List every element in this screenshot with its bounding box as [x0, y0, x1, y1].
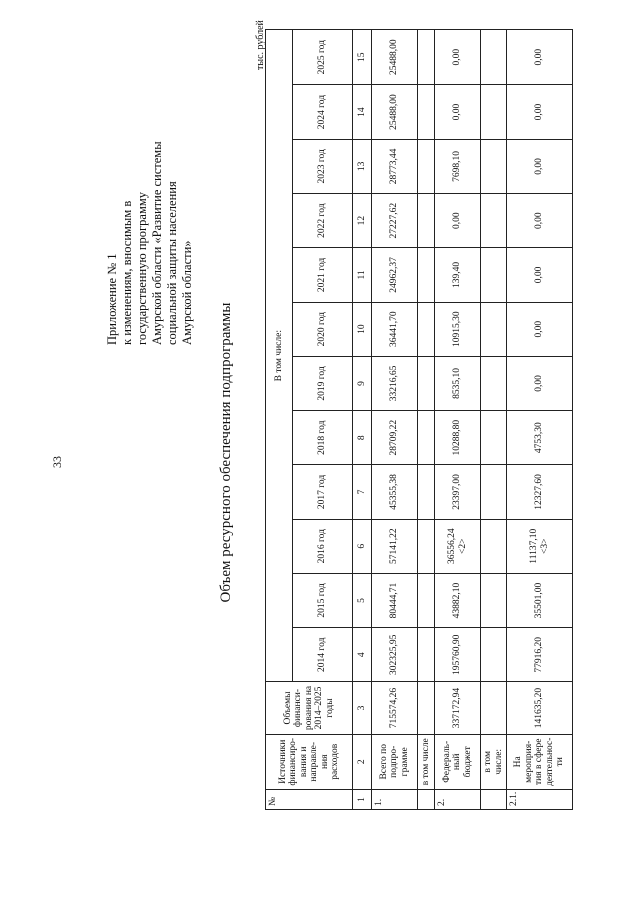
year-header: 2025 год — [293, 30, 353, 85]
row-number: 1. — [372, 789, 418, 809]
table-cell — [418, 411, 435, 465]
col-number: 5 — [353, 573, 372, 627]
row-label: Всего по подпро-грамме — [372, 734, 418, 789]
table-cell: 28773,44 — [372, 139, 418, 193]
table-cell: 0,00 — [507, 139, 573, 193]
table-row — [418, 30, 435, 810]
table-cell: 715574,26 — [372, 682, 418, 734]
header-num: № — [266, 789, 353, 809]
table-cell: 8535,10 — [435, 356, 481, 410]
table-cell — [418, 194, 435, 248]
table-cell: 33216,65 — [372, 356, 418, 410]
table-cell: 0,00 — [507, 302, 573, 356]
table-cell — [481, 194, 507, 248]
table-cell — [481, 85, 507, 139]
col-number: 11 — [353, 248, 372, 302]
table-cell: 0,00 — [507, 248, 573, 302]
table-cell: 0,00 — [507, 356, 573, 410]
col-number: 15 — [353, 30, 372, 85]
table-cell: 337172,94 — [435, 682, 481, 734]
table-cell — [418, 85, 435, 139]
year-header: 2017 год — [293, 465, 353, 519]
table-cell: 139,40 — [435, 248, 481, 302]
table-cell: 0,00 — [507, 194, 573, 248]
appendix-line: социальной защиты населения — [165, 181, 179, 345]
table-cell: 28709,22 — [372, 411, 418, 465]
year-header: 2018 год — [293, 411, 353, 465]
col-number: 3 — [353, 682, 372, 734]
col-number: 2 — [353, 734, 372, 789]
col-number: 1 — [353, 789, 372, 809]
year-header: 2015 год — [293, 573, 353, 627]
table-row — [435, 30, 481, 810]
table-cell: 24962,37 — [372, 248, 418, 302]
table-cell: 11137,10 <3> — [507, 519, 573, 573]
table-cell — [418, 628, 435, 682]
table-cell: 80444,71 — [372, 573, 418, 627]
table-header-row — [266, 30, 293, 810]
row-label: в том числе: — [481, 734, 507, 789]
table-row — [507, 30, 573, 810]
year-header: 2014 год — [293, 628, 353, 682]
table-cell: 57141,22 — [372, 519, 418, 573]
table-cell — [418, 573, 435, 627]
table-cell — [481, 248, 507, 302]
table-cell — [418, 302, 435, 356]
table-cell — [418, 465, 435, 519]
table-cell — [481, 682, 507, 734]
unit-label: тыс. рублей — [255, 20, 266, 70]
table-cell — [418, 248, 435, 302]
table-cell: 25488,00 — [372, 85, 418, 139]
year-header: 2021 год — [293, 248, 353, 302]
table-cell — [481, 519, 507, 573]
table-cell — [418, 356, 435, 410]
page-number: 33 — [50, 456, 64, 468]
year-header: 2016 год — [293, 519, 353, 573]
table-cell — [481, 302, 507, 356]
table-cell: 195760,90 — [435, 628, 481, 682]
table-cell: 45355,38 — [372, 465, 418, 519]
appendix-line: Амурской области «Развитие системы — [150, 141, 164, 345]
col-number: 6 — [353, 519, 372, 573]
table-cell: 0,00 — [435, 30, 481, 85]
table-cell: 77916,20 — [507, 628, 573, 682]
row-number — [418, 789, 435, 809]
appendix-block — [105, 105, 195, 345]
appendix-line: Приложение № 1 — [105, 253, 119, 345]
header-source: Источники финансиро-вания и направле-ния расходов — [266, 734, 353, 789]
year-header: 2019 год — [293, 356, 353, 410]
table-cell: 0,00 — [507, 30, 573, 85]
row-number: 2. — [435, 789, 481, 809]
table-cell — [481, 411, 507, 465]
table-cell: 141635,20 — [507, 682, 573, 734]
table-row — [372, 30, 418, 810]
table-cell: 0,00 — [507, 85, 573, 139]
table-cell: 36441,70 — [372, 302, 418, 356]
table-cell: 35501,00 — [507, 573, 573, 627]
table-cell — [481, 628, 507, 682]
table-cell — [418, 30, 435, 85]
table-cell — [481, 30, 507, 85]
table-cell: 25488,00 — [372, 30, 418, 85]
table-cell — [418, 682, 435, 734]
row-label: На мероприя-тия в сфере деятельнос-ти — [507, 734, 573, 789]
table-cell: 43882,10 — [435, 573, 481, 627]
table-cell: 12327,60 — [507, 465, 573, 519]
appendix-line: к изменениям, вносимым в — [120, 200, 134, 345]
budget-table — [265, 29, 573, 810]
header-including: В том числе: — [266, 30, 293, 682]
table-cell: 0,00 — [435, 194, 481, 248]
year-header: 2023 год — [293, 139, 353, 193]
col-number: 7 — [353, 465, 372, 519]
year-header: 2020 год — [293, 302, 353, 356]
col-number: 9 — [353, 356, 372, 410]
table-cell — [418, 519, 435, 573]
table-cell — [481, 356, 507, 410]
year-header: 2022 год — [293, 194, 353, 248]
column-number-row — [353, 30, 372, 810]
table-cell — [481, 139, 507, 193]
col-number: 12 — [353, 194, 372, 248]
row-number — [481, 789, 507, 809]
row-number: 2.1. — [507, 789, 573, 809]
table-cell: 10915,30 — [435, 302, 481, 356]
table-cell — [418, 139, 435, 193]
table-cell: 4753,30 — [507, 411, 573, 465]
table-cell: 36556,24 <2> — [435, 519, 481, 573]
col-number: 10 — [353, 302, 372, 356]
col-number: 13 — [353, 139, 372, 193]
table-row — [481, 30, 507, 810]
page-title: Объем ресурсного обеспечения подпрограммы — [218, 302, 234, 603]
table-cell — [481, 465, 507, 519]
table-cell — [481, 573, 507, 627]
year-header: 2024 год — [293, 85, 353, 139]
col-number: 4 — [353, 628, 372, 682]
row-label: Федераль-ный бюджет — [435, 734, 481, 789]
table-cell: 0,00 — [435, 85, 481, 139]
appendix-line: государственную программу — [135, 191, 149, 345]
row-label: в том числе — [418, 734, 435, 789]
table-cell: 27227,62 — [372, 194, 418, 248]
table-cell: 302325,95 — [372, 628, 418, 682]
table-cell: 7698,10 — [435, 139, 481, 193]
table-cell: 23397,00 — [435, 465, 481, 519]
col-number: 14 — [353, 85, 372, 139]
col-number: 8 — [353, 411, 372, 465]
table-cell: 10288,80 — [435, 411, 481, 465]
appendix-line: Амурской области» — [180, 240, 194, 345]
header-volume: Объемы финанси-рования на 2014–2025 годы — [266, 682, 353, 734]
